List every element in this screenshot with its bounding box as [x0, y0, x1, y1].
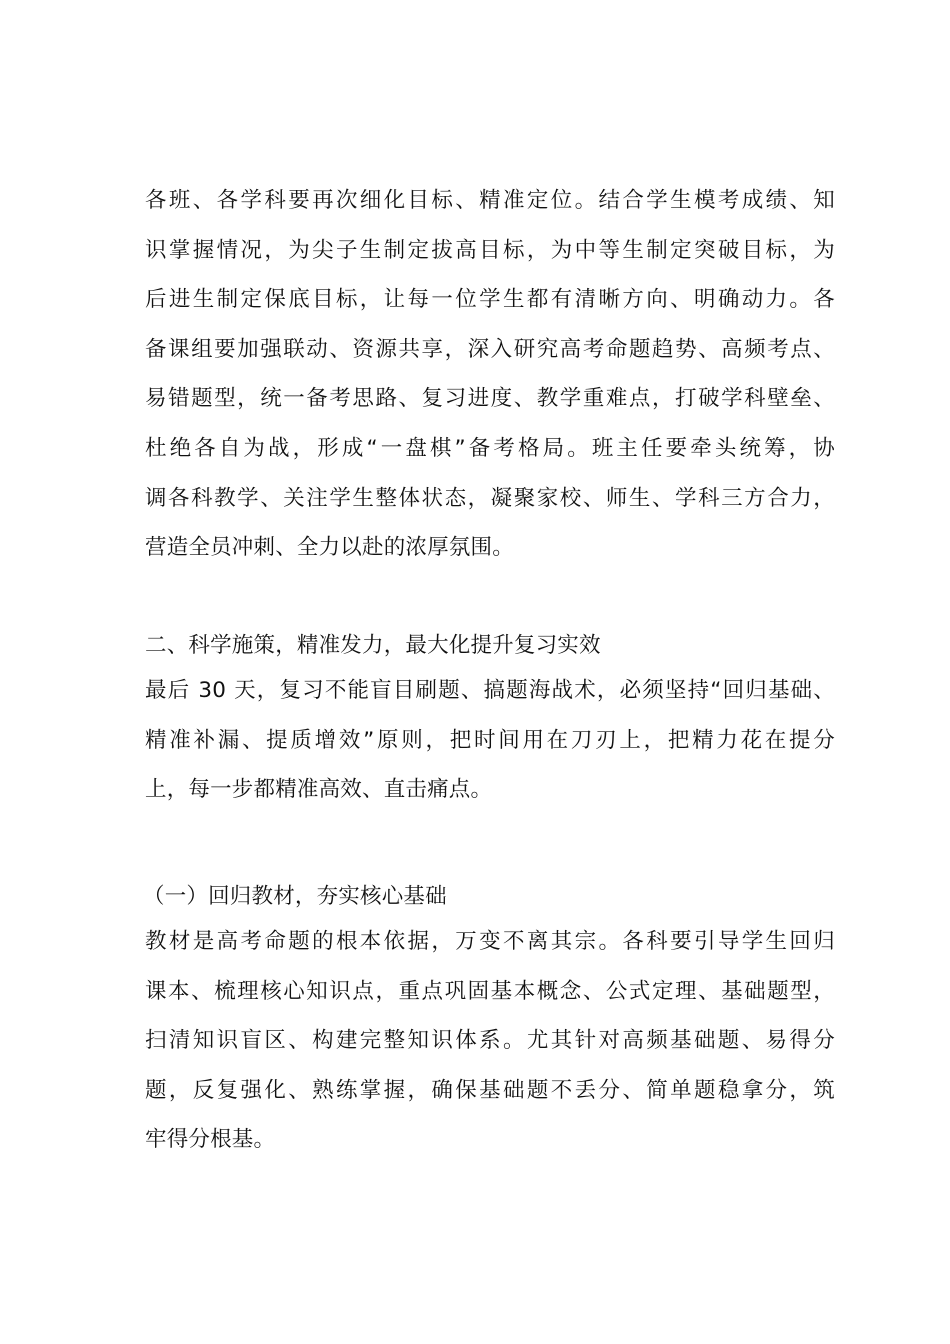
text-line: 精准补漏、提质增效”原则，把时间用在刀刃上，把精力花在提分: [145, 727, 835, 753]
text-line: 识掌握情况，为尖子生制定拔高目标，为中等生制定突破目标，为: [145, 237, 835, 263]
text-line: 各班、各学科要再次细化目标、精准定位。结合学生模考成绩、知: [145, 188, 835, 213]
text-line: 调各科教学、关注学生整体状态，凝聚家校、师生、学科三方合力，: [145, 485, 835, 511]
section-heading-text: 二、科学施策，精准发力，最大化提升复习实效: [145, 633, 601, 658]
text-line: 营造全员冲刺、全力以赴的浓厚氛围。: [145, 535, 514, 561]
text-line: 课本、梳理核心知识点，重点巩固基本概念、公式定理、基础题型，: [145, 978, 835, 1004]
text-line: 扫清知识盲区、构建完整知识体系。尤其针对高频基础题、易得分: [145, 1028, 835, 1054]
text-line: 易错题型，统一备考思路、复习进度、教学重难点，打破学科壁垒、: [145, 386, 835, 412]
paragraph-review-strategy: [145, 666, 835, 815]
text-line: 题，反复强化、熟练掌握，确保基础题不丢分、简单题稳拿分，筑: [145, 1077, 835, 1103]
text-line: 最后 30 天，复习不能盲目刷题、搞题海战术，必须坚持“回归基础、: [145, 678, 835, 703]
subsection-heading-text: （一）回归教材，夯实核心基础: [143, 884, 447, 909]
text-line: 备课组要加强联动、资源共享，深入研究高考命题趋势、高频考点、: [145, 336, 835, 362]
text-line: 教材是高考命题的根本依据，万变不离其宗。各科要引导学生回归: [145, 929, 835, 954]
text-line: 上，每一步都精准高效、直击痛点。: [145, 777, 493, 803]
paragraph-goals: [145, 176, 835, 573]
text-line: 后进生制定保底目标，让每一位学生都有清晰方向、明确动力。各: [145, 287, 835, 313]
section-heading-2: [145, 631, 835, 661]
paragraph-textbook-basics: [145, 917, 835, 1165]
subsection-heading-1: [143, 882, 833, 912]
text-line: 牢得分根基。: [145, 1127, 276, 1153]
text-line: 杜绝各自为战，形成“一盘棋”备考格局。班主任要牵头统筹，协: [145, 435, 835, 461]
